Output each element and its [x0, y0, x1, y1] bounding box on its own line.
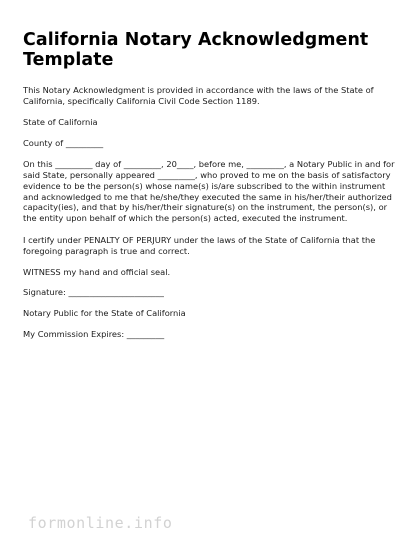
intro-paragraph: This Notary Acknowledgment is provided in accordance with the laws of the State of California, specifically California Civil Code Section 1189. [23, 85, 374, 106]
county-line: County of _________ [23, 138, 104, 149]
signature-line: Signature: _______________________ [23, 287, 164, 298]
perjury-certification-paragraph: I certify under PENALTY OF PERJURY under the laws of the State of California that the foregoing paragraph is true and correct. [23, 234, 376, 256]
document-title: California Notary Acknowledgment Template [23, 30, 369, 70]
commission-expires-line: My Commission Expires: _________ [23, 328, 165, 339]
site-watermark: formonline.info [28, 514, 173, 532]
state-line: State of California [23, 116, 98, 127]
notary-acknowledgment-document [23, 30, 399, 340]
acknowledgment-body-paragraph: On this _________ day of _________, 20____, before me, _________, a Notary Public in and for said State, personally appeared _________, who proved to me on the basis of satisfactory evidence to be the person(s) whose name(s) is/are subscribed to the within instrument and acknowledged to me that he/she/they executed the same in his/her/their authorized capacity(ies), and that by his/her/their signature(s) on the instrument, the person(s), or the entity upon behalf of which the person(s) acted, executed the instrument. [23, 159, 395, 224]
witness-line: WITNESS my hand and official seal. [23, 266, 171, 277]
notary-public-line: Notary Public for the State of California [23, 308, 186, 319]
